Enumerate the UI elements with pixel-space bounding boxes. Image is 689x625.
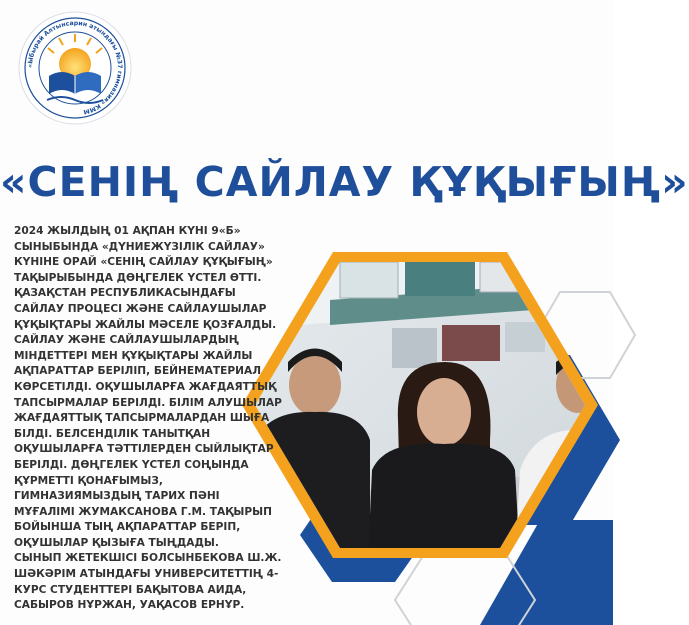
text-line: БІЛДІ. БЕЛСЕНДІЛІК ТАНЫТҚАН xyxy=(14,427,211,440)
page-title: «СЕНІҢ САЙЛАУ ҚҰҚЫҒЫҢ» xyxy=(0,158,689,206)
text-line: АҚПАРАТТАР БЕРІЛІП, БЕЙНЕМАТЕРИАЛ xyxy=(14,365,261,378)
text-line: ТАҚЫРЫБЫНДА ДӨҢГЕЛЕК ҮСТЕЛ ӨТТІ. xyxy=(14,271,262,284)
text-line: ҚАЗАҚСТАН РЕСПУБЛИКАСЫНДАҒЫ xyxy=(14,287,236,300)
text-line: САБЫРОВ НҰРЖАН, УАҚАСОВ ЕРНҰР. xyxy=(14,599,245,612)
text-line: ОҚУШЫЛАР ҚЫЗЫҒА ТЫҢДАДЫ. xyxy=(14,536,219,549)
text-line: ШӘКӘРІМ АТЫНДАҒЫ УНИВЕРСИТЕТТІҢ 4- xyxy=(14,568,279,581)
text-line: КӨРСЕТІЛДІ. ОҚУШЫЛАРҒА ЖАҒДАЯТТЫҚ xyxy=(14,380,277,393)
text-line: ГИМНАЗИЯМЫЗДЫҢ ТАРИХ ПӘНІ xyxy=(14,490,220,503)
text-line: СЫНЫП ЖЕТЕКШІСІ БОЛСЫНБЕКОВА Ш.Ж. xyxy=(14,552,282,565)
text-line: ЖАҒДАЯТТЫҚ ТАПСЫРМАЛАРДАН ШЫҒА xyxy=(14,412,270,425)
text-line: МІНДЕТТЕРІ МЕН ҚҰҚЫҚТАРЫ ЖАЙЛЫ xyxy=(14,349,253,362)
article-text xyxy=(14,224,290,614)
text-line: МҰҒАЛІМІ ЖУМАКСАНОВА Г.М. ТАҚЫРЫП xyxy=(14,505,272,518)
text-line: КУРС СТУДЕНТТЕРІ БАҚЫТОВА АИДА, xyxy=(14,583,247,596)
school-logo xyxy=(17,10,133,126)
text-line: ТАПСЫРМАЛАР БЕРІЛДІ. БІЛІМ АЛУШЫЛАР xyxy=(14,396,282,409)
text-line: ОҚУШЫЛАРҒА ТӘТТІЛЕРДЕН СЫЙЛЫҚТАР xyxy=(14,443,274,456)
logo-ring-text: «Ыбырай Алтынсарин атындағы №37 гимназия» КММ xyxy=(26,19,124,116)
text-line: СЫНЫБЫНДА «ДҮНИЕЖҮЗІЛІК САЙЛАУ» xyxy=(14,240,265,253)
text-line: ҚҰРМЕТТІ ҚОНАҒЫМЫЗ, xyxy=(14,474,163,487)
text-line: ҚҰҚЫҚТАРЫ ЖАЙЛЫ МӘСЕЛЕ ҚОЗҒАЛДЫ. xyxy=(14,318,277,331)
text-line: КҮНІНЕ ОРАЙ «СЕНІҢ САЙЛАУ ҚҰҚЫҒЫҢ» xyxy=(14,256,273,269)
text-line: САЙЛАУ ЖӘНЕ САЙЛАУШЫЛАРДЫҢ xyxy=(14,334,239,347)
text-line: БЕРІЛДІ. ДӨҢГЕЛЕК ҮСТЕЛ СОҢЫНДА xyxy=(14,458,249,471)
text-line: САЙЛАУ ПРОЦЕСІ ЖӘНЕ САЙЛАУШЫЛАР xyxy=(14,302,267,315)
text-line: БОЙЫНША ТЫҢ АҚПАРАТТАР БЕРІП, xyxy=(14,521,241,534)
text-line: 2024 ЖЫЛДЫҢ 01 АҚПАН КҮНІ 9«Б» xyxy=(14,225,241,237)
